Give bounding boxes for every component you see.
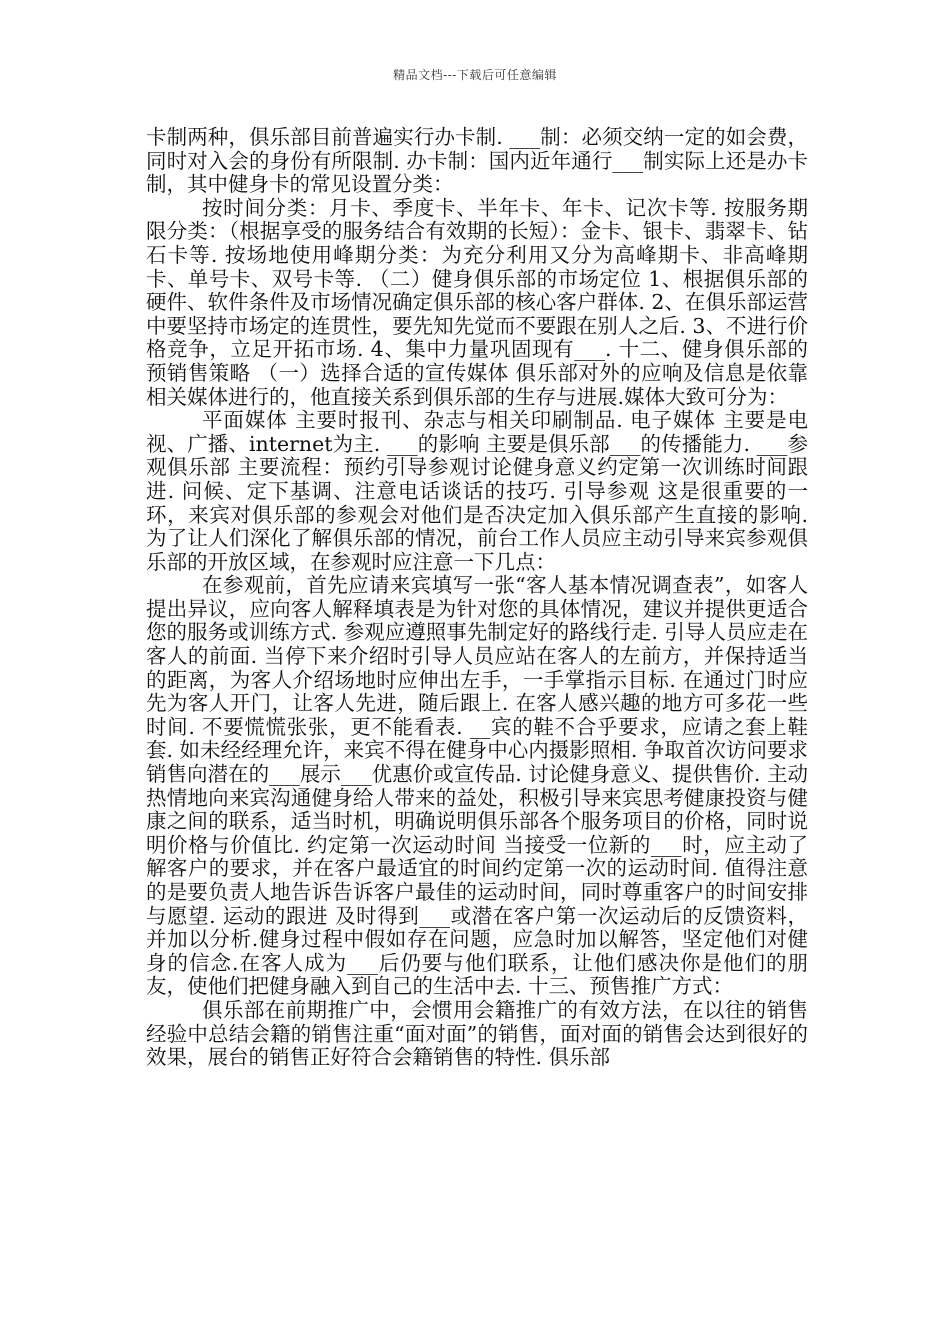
paragraph-presale-promotion: 俱乐部在前期推广中，会惯用会籍推广的有效方法，在以往的销售经验中总结会籍的销售注重“面对面”的销售，面对面的销售会达到很好的效果，展台的销售正好符合会籍销售的特性. 俱乐部 [146,997,808,1070]
paragraph-media-and-visits: 平面媒体 主要时报刊、杂志与相关印刷制品. 电子媒体 主要是电视、广播、internet为主. ___的影响 主要是俱乐部___的传播能力. ___参观俱乐部 主要流程：预约引导参观讨论健身意义约定第一次训练时间跟进. 问候、定下基调、注意电话谈话的技巧. 引导参观 这是很重要的一环，来宾对俱乐部的参观会对他们是否决定加入俱乐部产生直接的影响.为了让人们深化了解俱乐部的情况，前台工作人员应主动引导来宾参观俱乐部的开放区域，在参观时应注意一下几点： [146,408,808,574]
document-body [146,126,808,1070]
paragraph-card-classification: 按时间分类：月卡、季度卡、半年卡、年卡、记次卡等. 按服务期限分类：（根据享受的服务结合有效期的长短）：金卡、银卡、翡翠卡、钻石卡等. 按场地使用峰期分类：为充分利用又分为高峰期卡、非高峰期卡、单号卡、双号卡等. （二）健身俱乐部的市场定位 1、根据俱乐部的硬件、软件条件及市场情况确定俱乐部的核心客户群体. 2、在俱乐部运营中要坚持市场定的连贯性，要先知先觉而不要跟在别人之后. 3、不进行价格竞争，立足开拓市场. 4、集中力量巩固现有___. 十二、健身俱乐部的预销售策略 （一）选择合适的宣传媒体 俱乐部对外的应响及信息是依靠相关媒体进行的，他直接关系到俱乐部的生存与进展.媒体大致可分为： [146,195,808,409]
paragraph-visit-guidelines: 在参观前，首先应请来宾填写一张“客人基本情况调查表”，如客人提出异议，应向客人解释填表是为针对您的具体情况，建议并提供更适合您的服务或训练方式. 参观应遵照事先制定好的路线行走. 引导人员应走在客人的前面. 当停下来介绍时引导人员应站在客人的左前方，并保持适当的距离，为客人介绍场地时应伸出左手，一手掌指示目标. 在通过门时应先为客人开门，让客人先进，随后跟上. 在客人感兴趣的地方可多花一些时间. 不要慌慌张张，更不能看表. __宾的鞋不合乎要求，应请之套上鞋套. 如未经经理允许，来宾不得在健身中心内摄影照相. 争取首次访问要求销售向潜在的___展示___优惠价或宣传品. 讨论健身意义、提供售价. 主动热情地向来宾沟通健身给人带来的益处，积极引导来宾思考健康投资与健康之间的联系，适当时机，明确说明俱乐部各个服务项目的价格，同时说明价格与价值比. 约定第一次运动时间 当接受一位新的___时，应主动了解客户的要求，并在客户最适宜的时间约定第一次的运动时间. 值得注意的是要负责人地告诉告诉客户最佳的运动时间，同时尊重客户的时间安排与愿望. 运动的跟进 及时得到___或潜在客户第一次运动后的反馈资料，并加以分析.健身过程中假如存在问题，应急时加以解答，坚定他们对健身的信念.在客人成为___后仍要与他们联系，让他们感决你是他们的朋友，使他们把健身融入到自己的生活中去. 十三、预售推广方式： [146,573,808,999]
paragraph-membership-types: 卡制两种，俱乐部目前普遍实行办卡制. ___制：必须交纳一定的如会费，同时对入会的身份有所限制. 办卡制：国内近年通行___制实际上还是办卡制，其中健身卡的常见设置分类： [146,125,808,197]
page-header: 精品文档---下载后可任意编辑 [393,68,557,82]
